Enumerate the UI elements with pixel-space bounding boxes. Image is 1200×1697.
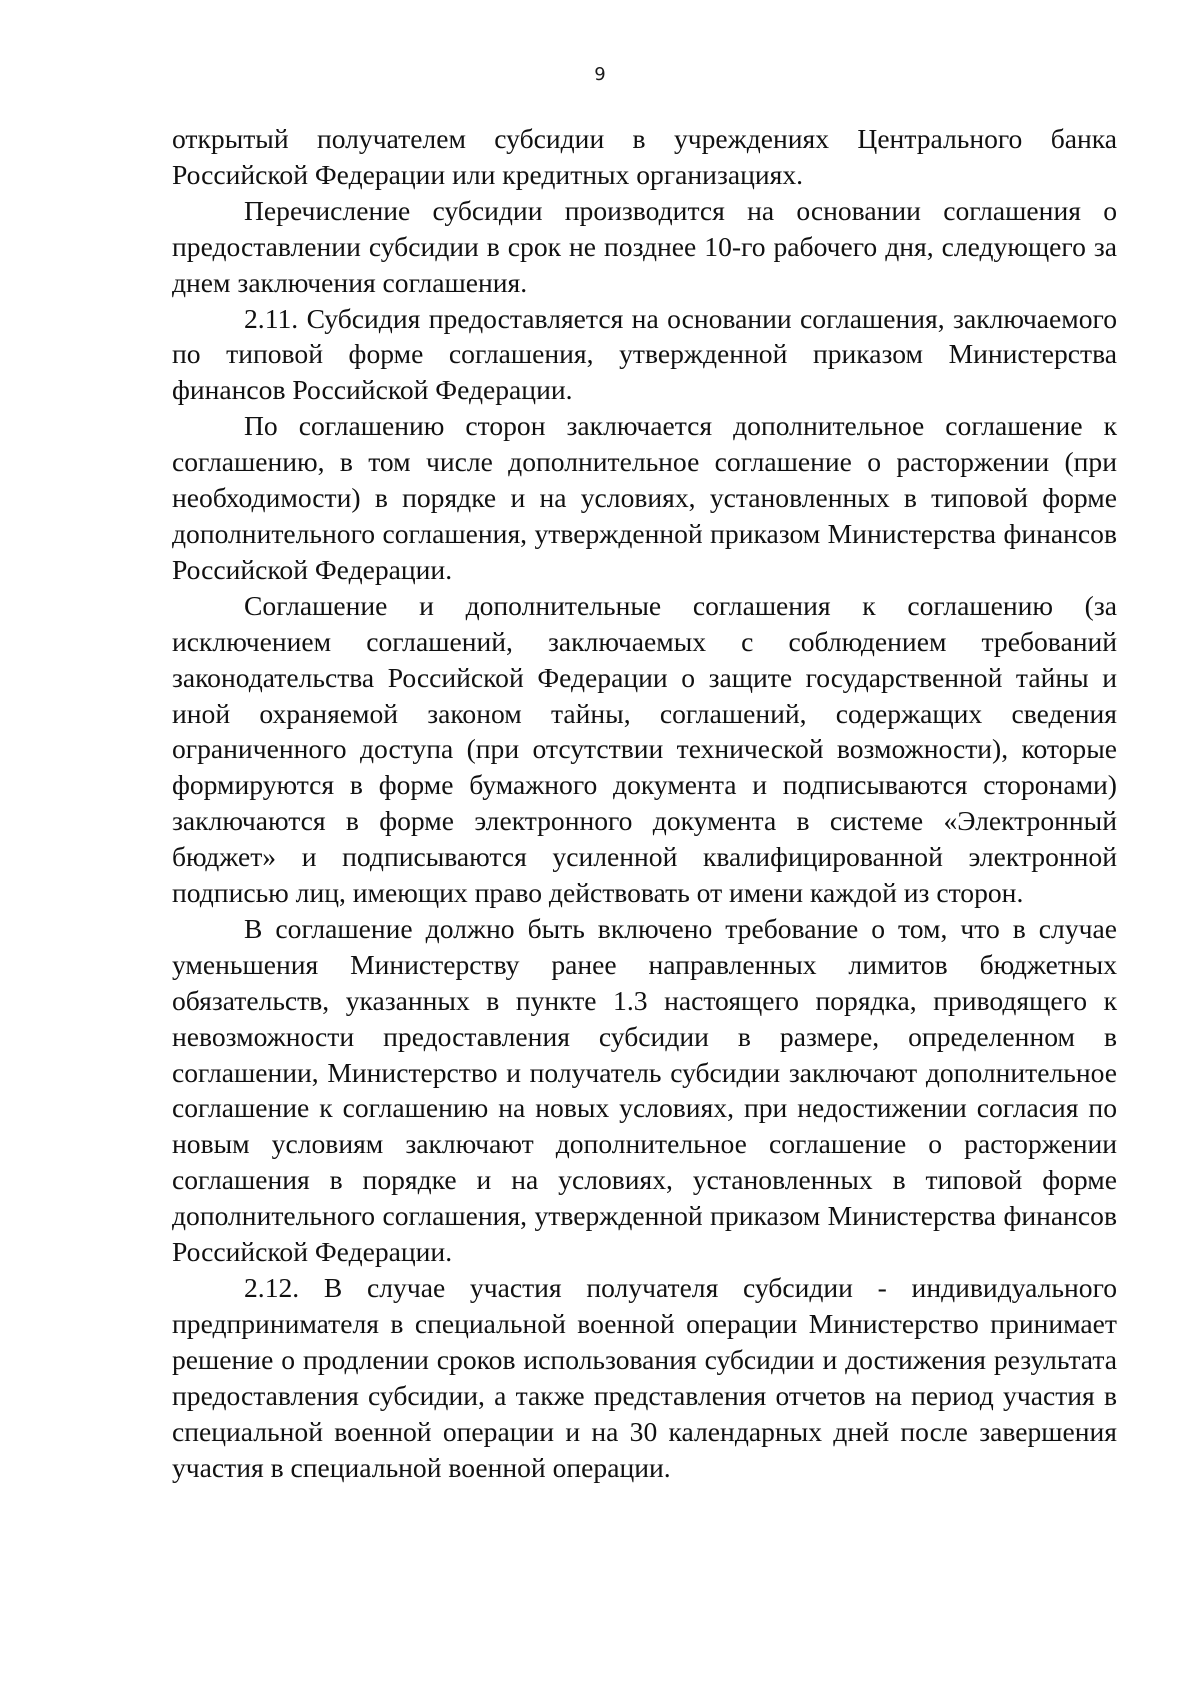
paragraph-electronic-budget: Соглашение и дополнительные соглашения к соглашению (за исключением соглашений, заключаемых с соблюдением требований законодательства Российской Федерации о защите государственной тайны и иной охраняемой законом тайны, соглашений, содержащих сведения ограниченного доступа (при отсутствии технической возможности), которые формируются в форме бумажного документа и подписываются сторонами) заключаются в форме электронного документа в системе «Электронный бюджет» и подписываются усиленной квалифицированной электронной подписью лиц, имеющих право действовать от имени каждой из сторон. bbox=[172, 589, 1117, 909]
page-number: 9 bbox=[594, 64, 606, 85]
paragraph-section-2-11: 2.11. Субсидия предоставляется на основании соглашения, заключаемого по типовой форме соглашения, утвержденной приказом Министерства финансов Российской Федерации. bbox=[172, 302, 1117, 406]
document-body bbox=[172, 121, 1117, 1485]
paragraph-continuation: открытый получателем субсидии в учреждениях Центрального банка Российской Федерации или кредитных организациях. bbox=[172, 123, 1117, 190]
paragraph-section-2-12: 2.12. В случае участия получателя субсидии - индивидуального предпринимателя в специальной военной операции Министерство принимает решение о продлении сроков использования субсидии и достижения результата предоставления субсидии, а также представления отчетов на период участия в специальной военной операции и на 30 календарных дней после завершения участия в специальной военной операции. bbox=[172, 1272, 1117, 1483]
paragraph-limits-reduction: В соглашение должно быть включено требование о том, что в случае уменьшения Министерству ранее направленных лимитов бюджетных обязательств, указанных в пункте 1.3 настоящего порядка, приводящего к невозможности предоставления субсидии в размере, определенном в соглашении, Министерство и получатель субсидии заключают дополнительное соглашение к соглашению на новых условиях, при недостижении согласия по новым условиям заключают дополнительное соглашение о расторжении соглашения в порядке и на условиях, установленных в типовой форме дополнительного соглашения, утвержденной приказом Министерства финансов Российской Федерации. bbox=[172, 912, 1117, 1268]
paragraph-additional-agreement: По соглашению сторон заключается дополнительное соглашение к соглашению, в том числе дополнительное соглашение о расторжении (при необходимости) в порядке и на условиях, установленных в типовой форме дополнительного соглашения, утвержденной приказом Министерства финансов Российской Федерации. bbox=[172, 410, 1117, 585]
paragraph-transfer-terms: Перечисление субсидии производится на основании соглашения о предоставлении субсидии в срок не позднее 10-го рабочего дня, следующего за днем заключения соглашения. bbox=[172, 194, 1117, 298]
